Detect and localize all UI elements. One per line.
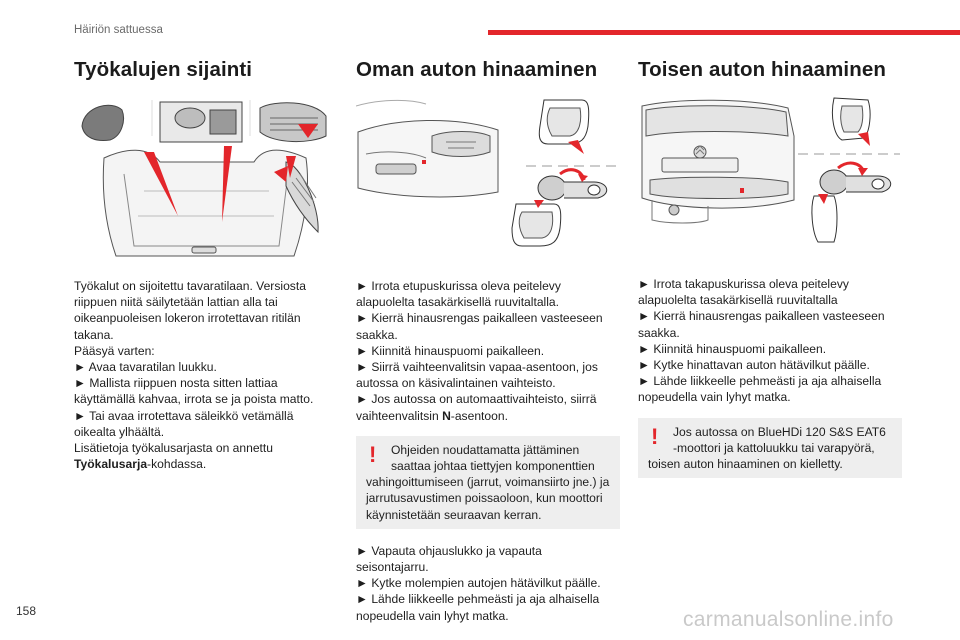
page-number: 158 [16,604,37,618]
step-line: ► Lähde liikkeelle pehmeästi ja aja alhaisella [356,592,600,607]
own-towing-final-steps [356,543,620,624]
step-line: seisontajarru. [356,560,429,575]
warning-line: käynnistetään seuraavan kerran. [366,507,542,522]
toolkit-reference-rest: -kohdassa. [147,457,207,472]
step-line: ► Lähde liikkeelle pehmeästi ja aja alhaisella [638,374,882,389]
warning-line: vahingoittumiseen (jarrut, voimansiirto jne.) ja [366,475,610,490]
warning-line: Jos autossa on BlueHDi 120 S&S EAT6 [673,424,886,439]
step-line: ► Kiinnitä hinauspuomi paikalleen. [638,341,827,356]
watermark-text: carmanualsonline.info [683,608,894,631]
warning-icon: ! [369,441,377,467]
gear-step [356,408,620,424]
warning-line: saattaa johtaa tiettyjen komponenttien [391,459,595,474]
other-towing-steps [638,276,902,406]
text-line: käyttämällä kahvaa, irrota se ja poista matto. [74,392,314,407]
heading-own-towing: Oman auton hinaaminen [356,58,598,81]
front-towing-illustration [356,96,620,250]
step-line: ► Kierrä hinausrengas paikalleen vasteeseen [356,311,603,326]
text-line: takana. [74,327,114,342]
step-line: nopeudella vain lyhyt matka. [638,390,791,405]
warning-line: Ohjeiden noudattamatta jättäminen [391,442,580,457]
step-line: autossa on käsivalintainen vaihteisto. [356,376,556,391]
text-line: ► Mallista riippuen nosta sitten lattiaa [74,376,278,391]
text-line: oikealta ylhäältä. [74,424,165,439]
warning-box-other-towing [638,418,902,479]
step-line: saakka. [356,327,398,342]
rear-towing-illustration [638,96,902,250]
step-line: ► Siirrä vaihteenvalitsin vapaa-asentoon, jos [356,360,598,375]
column-own-towing [356,58,620,624]
section-title: Häiriön sattuessa [74,24,163,36]
step-line: nopeudella vain lyhyt matka. [356,608,509,623]
step-line: ► Vapauta ohjauslukko ja vapauta [356,543,542,558]
gear-position: N [442,408,451,423]
toolkit-link-text: Työkalusarja [74,457,148,472]
step-line: ► Jos autossa on automaattivaihteisto, siirrä [356,392,597,407]
trunk-illustration [74,96,336,262]
heading-tool-location: Työkalujen sijainti [74,58,253,81]
step-line: ► Kytke molempien autojen hätävilkut päälle. [356,576,601,591]
warning-line: jarrutusavustimen poissaoloon, kun moottori [366,491,603,506]
text-line: Lisätietoja työkalusarjasta on annettu [74,441,274,456]
step-line: ► Irrota takapuskurissa oleva peitelevy [638,277,849,291]
header-accent-bar [488,30,960,35]
own-towing-steps [356,278,620,424]
toolkit-reference [74,456,336,472]
text-line: Pääsyä varten: [74,343,155,358]
heading-other-towing: Toisen auton hinaaminen [638,58,886,81]
warning-line: -moottori ja kattoluukku tai varapyörä, [673,440,875,455]
step-line: alapuolelta tasakärkisellä ruuvitaltalla. [356,295,560,310]
step-line: alapuolelta tasakärkisellä ruuvitaltalla [638,293,838,308]
gear-text-post: -asentoon. [450,408,508,423]
text-line: oikeanpuoleisen lokeron irrotettavan ritilän [74,311,301,326]
text-line: riippuen niitä säilytetään lattian alla tai [74,295,278,310]
text-line: Työkalut on sijoitettu tavaratilaan. Versiosta [74,279,306,293]
step-line: ► Kierrä hinausrengas paikalleen vasteeseen [638,309,885,324]
gear-text-pre: vaihteenvalitsin [356,408,443,423]
warning-icon: ! [651,423,659,449]
tool-location-text [74,278,336,472]
column-tool-location [74,58,336,472]
step-line: saakka. [638,325,680,340]
column-other-towing [638,58,902,478]
step-line: ► Irrota etupuskurissa oleva peitelevy [356,279,561,293]
step-line: ► Kiinnitä hinauspuomi paikalleen. [356,343,545,358]
warning-line: toisen auton hinaaminen on kielletty. [648,457,843,472]
text-line: ► Tai avaa irrotettava säleikkö vetämällä [74,408,294,423]
warning-box-own-towing [356,436,620,529]
step-line: ► Kytke hinattavan auton hätävilkut päälle. [638,358,870,373]
text-line: ► Avaa tavaratilan luukku. [74,360,217,375]
